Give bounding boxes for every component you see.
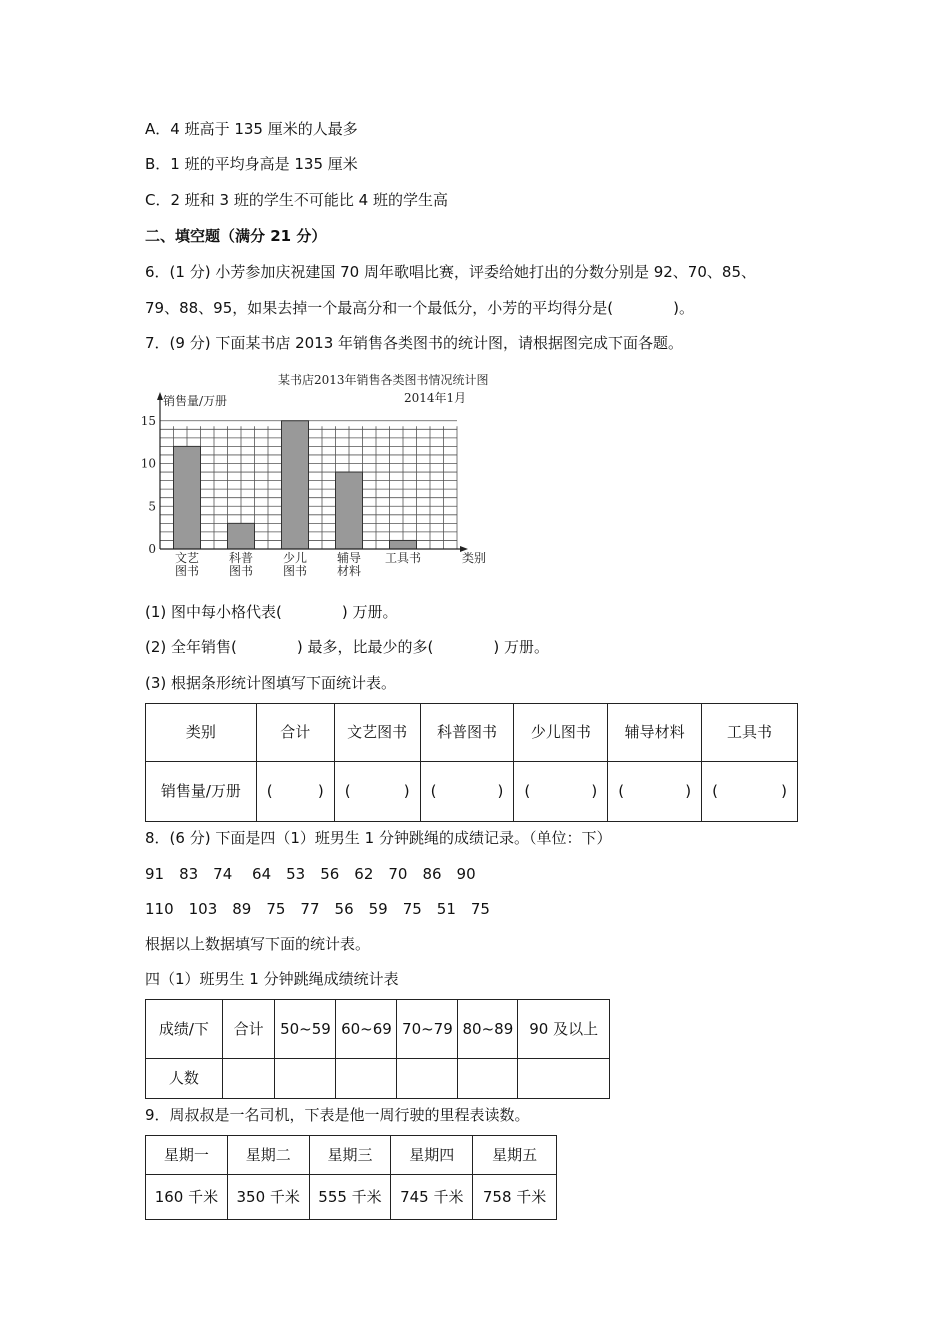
q8-answer-cell[interactable] [222,1059,275,1099]
q9-intro: 9．周叔叔是一名司机，下表是他一周行驶的里程表读数。 [145,1106,530,1124]
option-a: A．4 班高于 135 厘米的人最多 [145,120,358,138]
bar-chart [140,368,500,588]
q8-answer-cell[interactable] [458,1059,518,1099]
chart-category-label: 图书 [282,564,308,578]
chart-bars [174,421,417,549]
q7-sub2: (2) 全年销售( ) 最多，比最少的多( ) 万册。 [145,638,549,656]
q8-answer-cell[interactable] [397,1059,458,1099]
q7-header-total: 合计 [256,704,334,762]
chart-bar [390,540,417,549]
chart-category-label: 工具书 [384,551,422,565]
q8-table [145,999,610,1099]
option-c: C．2 班和 3 班的学生不可能比 4 班的学生高 [145,191,448,209]
q8-data-line2: 110 103 89 75 77 56 59 75 51 75 [145,900,490,918]
q6-line1: 6．(1 分) 小芳参加庆祝建国 70 周年歌唱比赛，评委给她打出的分数分别是 92、70、85、 [145,263,756,281]
chart-title: 某书店2013年销售各类图书情况统计图 [278,373,489,387]
q8-row-label: 人数 [146,1059,223,1099]
q6-line2: 79、88、95，如果去掉一个最高分和一个最低分，小芳的平均得分是( )。 [145,299,694,317]
q7-row-label: 销售量/万册 [146,762,257,822]
option-b: B．1 班的平均身高是 135 厘米 [145,155,358,173]
chart-bar [174,446,201,549]
q7-sub3: (3) 根据条形统计图填写下面统计表。 [145,674,397,692]
chart-y-label: 销售量/万册 [163,394,228,408]
q8-table-title: 四（1）班男生 1 分钟跳绳成绩统计表 [145,970,399,988]
q7-header-science: 科普图书 [420,704,514,762]
q7-answer-cell[interactable]: ( ) [608,762,702,822]
chart-category-label: 材料 [336,564,362,578]
q7-answer-cell[interactable]: ( ) [702,762,798,822]
q9-value-thu: 745 千米 [391,1175,473,1220]
chart-date-note: 2014年1月 [404,391,467,405]
q7-answer-cell[interactable]: ( ) [514,762,608,822]
q8-header-60-69: 60~69 [336,1000,397,1059]
chart-y-tick-label: 0 [148,542,156,556]
q9-value-fri: 758 千米 [473,1175,557,1220]
q8-header-80-89: 80~89 [458,1000,518,1059]
q7-header-reference: 工具书 [702,704,798,762]
chart-y-tick-label: 15 [140,413,156,428]
chart-bar [282,421,309,549]
chart-category-label: 图书 [228,564,254,578]
q8-answer-cell[interactable] [336,1059,397,1099]
q9-header-fri: 星期五 [473,1136,557,1175]
q8-header-70-79: 70~79 [397,1000,458,1059]
q8-header-score: 成绩/下 [146,1000,223,1059]
q7-sub1: (1) 图中每小格代表( ) 万册。 [145,603,398,621]
section-heading: 二、填空题（满分 21 分） [145,227,327,245]
q9-value-tue: 350 千米 [227,1175,309,1220]
q7-table [145,703,798,822]
q9-value-wed: 555 千米 [309,1175,391,1220]
q9-header-wed: 星期三 [309,1136,391,1175]
q8-intro: 8．(6 分) 下面是四（1）班男生 1 分钟跳绳的成绩记录。（单位：下） [145,829,612,847]
q8-answer-cell[interactable] [518,1059,610,1099]
q7-intro: 7．(9 分) 下面某书店 2013 年销售各类图书的统计图，请根据图完成下面各题。 [145,334,684,352]
q7-header-category: 类别 [146,704,257,762]
chart-category-label: 少儿 [282,551,308,565]
q8-instruction: 根据以上数据填写下面的统计表。 [145,935,371,953]
q7-answer-cell[interactable]: ( ) [420,762,514,822]
q7-header-tutoring: 辅导材料 [608,704,702,762]
q9-value-mon: 160 千米 [146,1175,228,1220]
q9-header-tue: 星期二 [227,1136,309,1175]
chart-category-label: 辅导 [336,551,362,565]
chart-bar [228,523,255,549]
chart-y-tick-label: 5 [148,499,156,514]
q7-header-literature: 文艺图书 [334,704,420,762]
q9-header-thu: 星期四 [391,1136,473,1175]
q9-header-mon: 星期一 [146,1136,228,1175]
chart-category-label: 文艺 [174,551,200,565]
q8-data-line1: 91 83 74 64 53 56 62 70 86 90 [145,865,476,883]
q8-header-50-59: 50~59 [275,1000,336,1059]
q7-answer-cell[interactable]: ( ) [256,762,334,822]
q8-answer-cell[interactable] [275,1059,336,1099]
chart-bar [336,472,363,549]
chart-category-label: 图书 [174,564,200,578]
q7-answer-cell[interactable]: ( ) [334,762,420,822]
q8-header-90-plus: 90 及以上 [518,1000,610,1059]
chart-category-label: 科普 [228,551,254,565]
q8-header-total: 合计 [222,1000,275,1059]
q7-header-children: 少儿图书 [514,704,608,762]
chart-x-label: 类别 [462,551,487,565]
chart-y-tick-label: 10 [140,456,156,471]
q9-table [145,1135,557,1220]
